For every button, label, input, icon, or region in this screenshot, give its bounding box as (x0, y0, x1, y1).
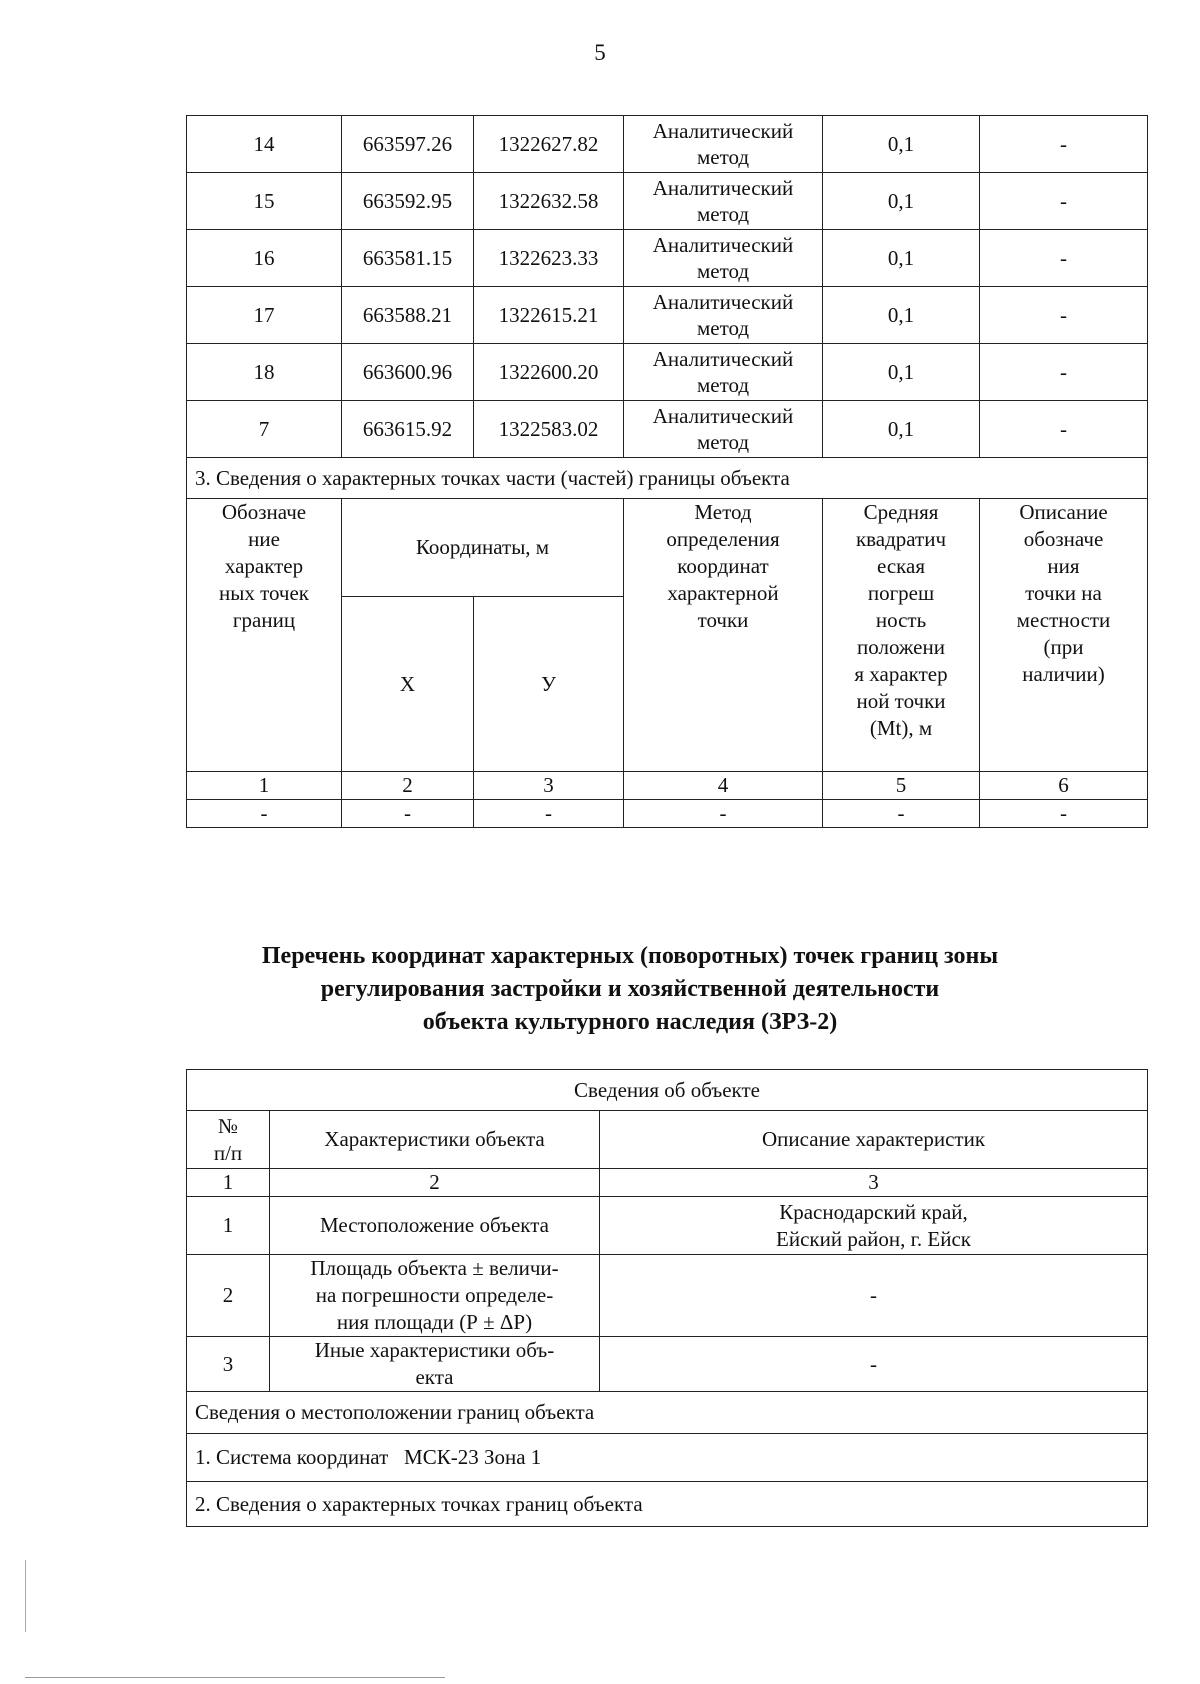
column-number: 1 (187, 772, 342, 800)
description-line: - (870, 1351, 878, 1376)
description-header-line: ния (1047, 554, 1080, 578)
method-cell (624, 116, 823, 173)
table-row (187, 401, 1148, 458)
accuracy-header-line: положени (857, 635, 945, 659)
method-line: метод (696, 373, 750, 397)
point-description: - (980, 116, 1148, 173)
method-line: метод (696, 145, 750, 169)
coordinates-header: Координаты, м (342, 499, 624, 597)
col-char-header: Характеристики объекта (270, 1111, 600, 1169)
accuracy-value: 0,1 (823, 173, 980, 230)
section-title-line: объекта культурного наследия (ЗРЗ-2) (422, 1009, 838, 1035)
part-header-row (187, 499, 1148, 597)
point-description: - (980, 287, 1148, 344)
method-cell (624, 230, 823, 287)
description-line: Ейский район, г. Ейск (776, 1226, 971, 1251)
empty-cell: - (342, 800, 474, 828)
accuracy-header-line: ность (875, 608, 927, 632)
col-desc-header: Описание характеристик (600, 1111, 1148, 1169)
part-section-title-row (187, 458, 1148, 499)
section-title-line: Перечень координат характерных (поворотных) точек границ зоны (261, 943, 999, 969)
point-number: 14 (187, 116, 342, 173)
row-number: 1 (187, 1197, 270, 1255)
column-number: 3 (474, 772, 624, 800)
y-coordinate: 1322615.21 (474, 287, 624, 344)
x-coordinate: 663597.26 (342, 116, 474, 173)
col-number: 3 (600, 1169, 1148, 1197)
designation-header-line: границ (232, 608, 296, 632)
designation-header-line: ние (248, 527, 280, 551)
description-line: Краснодарский край, (779, 1199, 968, 1224)
accuracy-value: 0,1 (823, 344, 980, 401)
description-header-line: наличии) (1022, 662, 1105, 686)
point-description: - (980, 401, 1148, 458)
accuracy-header-line: погреш (867, 581, 935, 605)
col-no-line: п/п (213, 1140, 243, 1165)
y-coordinate: 1322583.02 (474, 401, 624, 458)
description-header-line: Описание (1019, 500, 1108, 524)
y-coordinate: 1322627.82 (474, 116, 624, 173)
point-number: 7 (187, 401, 342, 458)
table-row (187, 344, 1148, 401)
description-line: - (870, 1283, 878, 1307)
empty-cell: - (624, 800, 823, 828)
method-line: Аналитический (652, 290, 794, 314)
column-number: 6 (980, 772, 1148, 800)
point-description: - (980, 230, 1148, 287)
column-number: 2 (342, 772, 474, 800)
y-header: У (474, 597, 624, 772)
characteristic-line: на погрешности определе- (315, 1283, 554, 1307)
characteristic-line: ния площади (Р ± ΔР) (336, 1310, 533, 1334)
part-section-title: 3. Сведения о характерных точках части (частей) границы объекта (187, 458, 1148, 499)
accuracy-value: 0,1 (823, 401, 980, 458)
coord-system-row (187, 1434, 1148, 1482)
point-number: 17 (187, 287, 342, 344)
x-coordinate: 663592.95 (342, 173, 474, 230)
description-header (980, 499, 1148, 772)
table-row (187, 1197, 1148, 1255)
page-number: 5 (594, 40, 606, 65)
accuracy-value: 0,1 (823, 116, 980, 173)
method-line: метод (696, 202, 750, 226)
method-header-line: точки (697, 608, 749, 632)
column-number: 4 (624, 772, 823, 800)
description-header-line: точки на (1025, 581, 1102, 605)
method-line: Аналитический (652, 119, 794, 143)
col-number: 2 (270, 1169, 600, 1197)
description-header-line: (при (1043, 635, 1084, 659)
object-table-title: Сведения об объекте (187, 1070, 1148, 1111)
points-title: 2. Сведения о характерных точках границ объекта (187, 1482, 1148, 1527)
characteristic-line: Местоположение объекта (319, 1213, 549, 1237)
table-row (187, 230, 1148, 287)
description-cell (600, 1255, 1148, 1337)
section-title (150, 940, 1110, 1039)
x-coordinate: 663615.92 (342, 401, 474, 458)
characteristic-line: Иные характеристики объ- (314, 1338, 555, 1362)
point-description: - (980, 344, 1148, 401)
y-coordinate: 1322600.20 (474, 344, 624, 401)
empty-cell: - (187, 800, 342, 828)
method-line: Аналитический (652, 404, 794, 428)
col-number: 1 (187, 1169, 270, 1197)
part-col-numbers-row (187, 772, 1148, 800)
method-cell (624, 173, 823, 230)
point-number: 18 (187, 344, 342, 401)
coordinates-table (186, 115, 1148, 828)
section-title-line: регулирования застройки и хозяйственной деятельности (320, 976, 940, 1002)
table-row (187, 116, 1148, 173)
point-description: - (980, 173, 1148, 230)
designation-header-line: характер (224, 554, 304, 578)
characteristic-cell (270, 1255, 600, 1337)
accuracy-header-line: (Mt), м (869, 716, 933, 740)
coord-system-label: 1. Система координат (195, 1445, 389, 1469)
method-header-line: определения (666, 527, 780, 551)
method-cell (624, 344, 823, 401)
designation-header-line: Обозначе (221, 500, 307, 524)
accuracy-header-line: Средняя (863, 500, 939, 524)
method-line: метод (696, 430, 750, 454)
col-no-line: № (217, 1113, 239, 1138)
part-empty-row (187, 800, 1148, 828)
characteristic-line: Площадь объекта ± величи- (310, 1256, 559, 1280)
column-number: 5 (823, 772, 980, 800)
row-number: 2 (187, 1255, 270, 1337)
accuracy-value: 0,1 (823, 230, 980, 287)
accuracy-header-line: квадратич (855, 527, 947, 551)
accuracy-header (823, 499, 980, 772)
table-row (187, 173, 1148, 230)
accuracy-header-line: еская (876, 554, 926, 578)
point-number: 16 (187, 230, 342, 287)
empty-cell: - (823, 800, 980, 828)
method-line: метод (696, 259, 750, 283)
description-cell (600, 1337, 1148, 1392)
x-coordinate: 663581.15 (342, 230, 474, 287)
characteristic-cell (270, 1197, 600, 1255)
method-header-line: координат (677, 554, 769, 578)
method-line: Аналитический (652, 347, 794, 371)
method-header-line: характерной (667, 581, 779, 605)
accuracy-header-line: я характер (854, 662, 948, 686)
margin-mark (25, 1560, 26, 1632)
accuracy-value: 0,1 (823, 287, 980, 344)
characteristic-line: екта (415, 1365, 454, 1389)
empty-cell: - (474, 800, 624, 828)
method-header (624, 499, 823, 772)
method-line: Аналитический (652, 233, 794, 257)
coord-system-value: МСК-23 Зона 1 (404, 1445, 542, 1469)
x-header: Х (342, 597, 474, 772)
empty-cell: - (980, 800, 1148, 828)
location-title: Сведения о местоположении границ объекта (187, 1392, 1148, 1434)
row-number: 3 (187, 1337, 270, 1392)
method-line: метод (696, 316, 750, 340)
point-number: 15 (187, 173, 342, 230)
y-coordinate: 1322632.58 (474, 173, 624, 230)
description-header-line: местности (1016, 608, 1111, 632)
table-row (187, 1337, 1148, 1392)
description-cell (600, 1197, 1148, 1255)
y-coordinate: 1322623.33 (474, 230, 624, 287)
object-info-table (186, 1069, 1148, 1527)
table-row (187, 287, 1148, 344)
footer-rule (25, 1677, 445, 1678)
accuracy-header-line: ной точки (856, 689, 946, 713)
characteristic-cell (270, 1337, 600, 1392)
description-header-line: обозначе (1023, 527, 1104, 551)
designation-header (187, 499, 342, 772)
method-cell (624, 287, 823, 344)
table-row (187, 1255, 1148, 1337)
x-coordinate: 663600.96 (342, 344, 474, 401)
x-coordinate: 663588.21 (342, 287, 474, 344)
col-no-header (187, 1111, 270, 1169)
designation-header-line: ных точек (218, 581, 310, 605)
method-header-line: Метод (694, 500, 752, 524)
method-line: Аналитический (652, 176, 794, 200)
method-cell (624, 401, 823, 458)
